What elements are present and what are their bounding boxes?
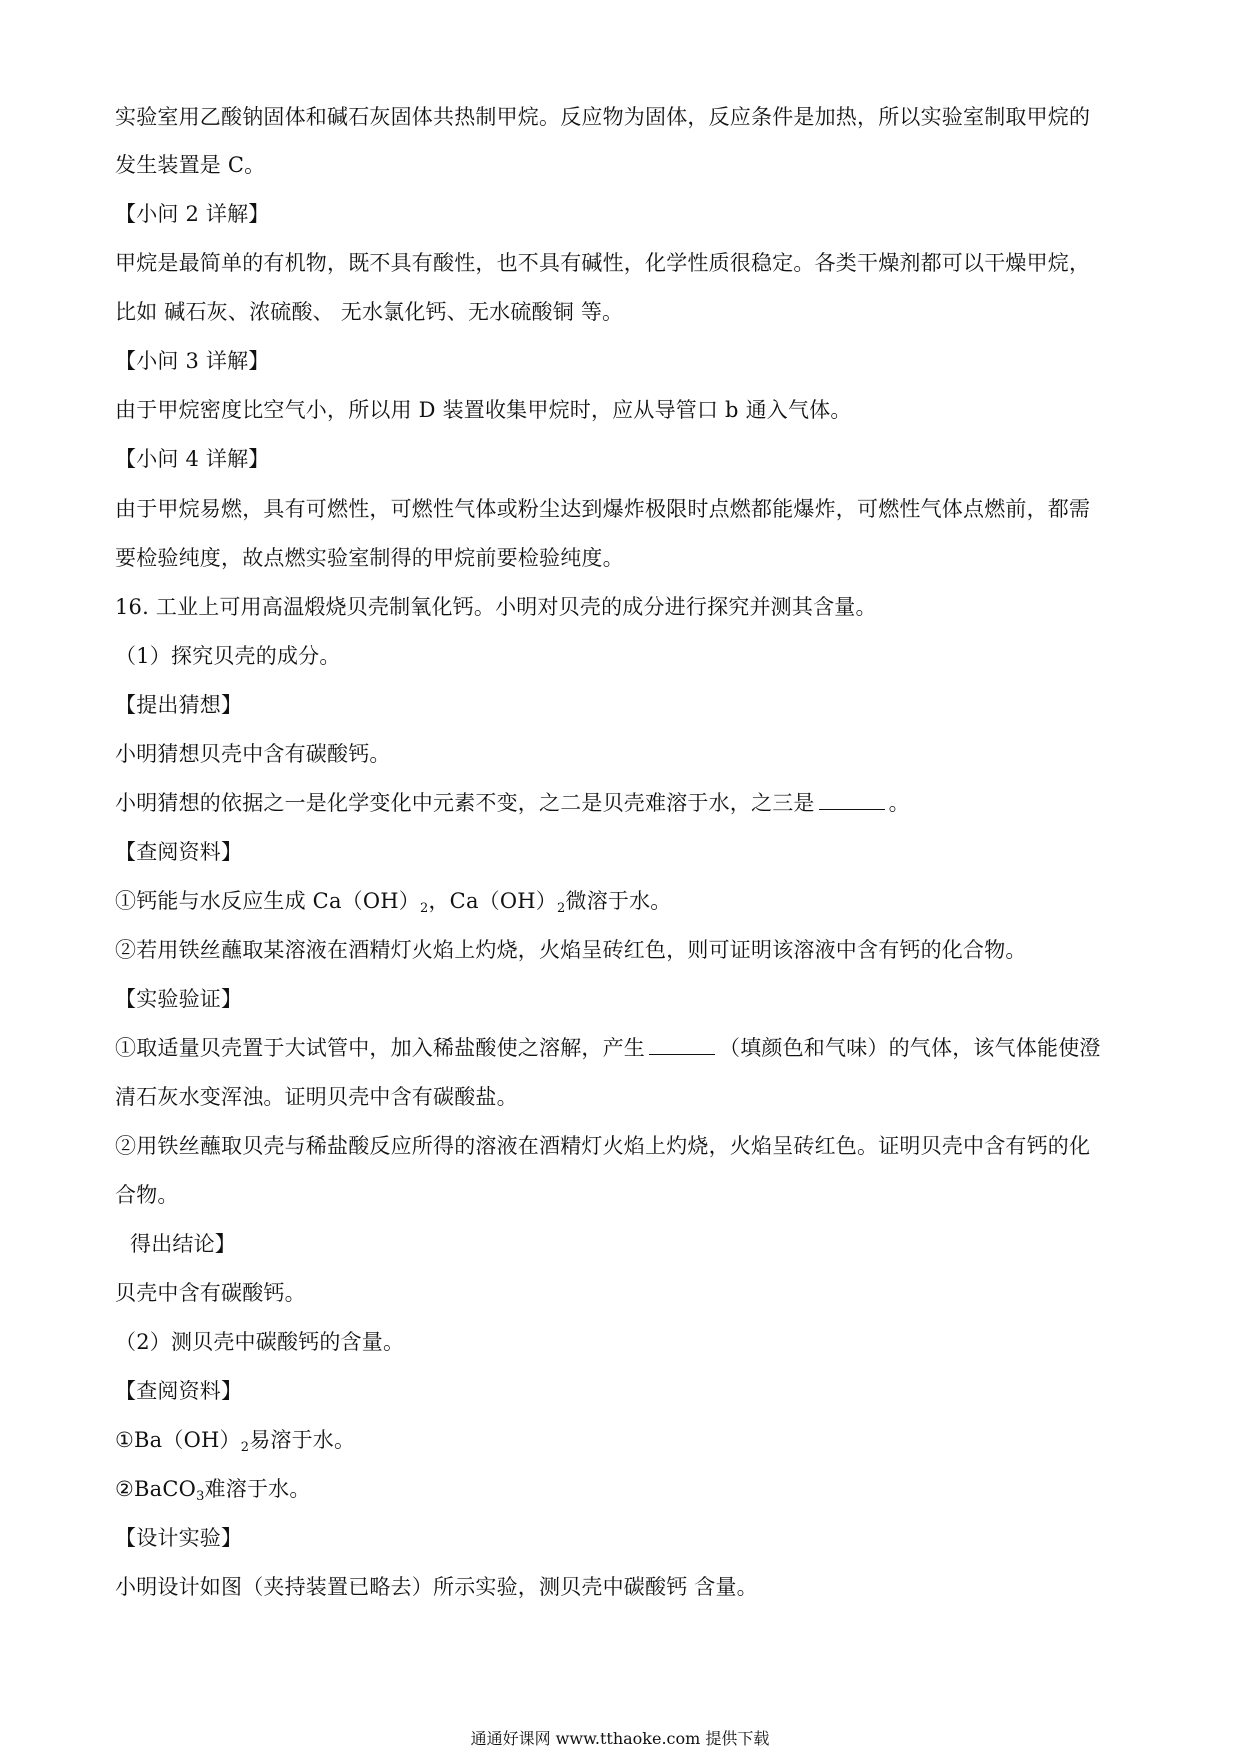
section-heading: 【查阅资料】 bbox=[115, 840, 243, 864]
text-span: ②BaCO bbox=[115, 1477, 197, 1501]
paragraph-line: 甲烷是最简单的有机物，既不具有酸性，也不具有碱性，化学性质很稳定。各类干燥剂都可以干燥甲烷， bbox=[115, 251, 1091, 275]
paragraph-line bbox=[115, 789, 910, 817]
question-title: 16. 工业上可用高温煅烧贝壳制氧化钙。小明对贝壳的成分进行探究并测其含量。 bbox=[115, 595, 877, 619]
text-span: ，Ca（OH） bbox=[428, 889, 558, 913]
paragraph-line: 小明猜想贝壳中含有碳酸钙。 bbox=[115, 742, 391, 766]
section-heading: 【小问 4 详解】 bbox=[115, 447, 270, 471]
paragraph-line: 实验室用乙酸钠固体和碱石灰固体共热制甲烷。反应物为固体，反应条件是加热，所以实验室制取甲烷的 bbox=[115, 105, 1091, 129]
paragraph-line: 贝壳中含有碳酸钙。 bbox=[115, 1281, 306, 1305]
paragraph-line: （2）测贝壳中碳酸钙的含量。 bbox=[115, 1330, 405, 1354]
paragraph-line: 由于甲烷易燃，具有可燃性，可燃性气体或粉尘达到爆炸极限时点燃都能爆炸，可燃性气体点燃前，都需 bbox=[115, 497, 1091, 521]
subscript: 3 bbox=[196, 1489, 205, 1504]
section-heading: 【实验验证】 bbox=[115, 987, 243, 1011]
page-footer: 通通好课网 www.tthaoke.com 提供下载 bbox=[470, 1729, 770, 1748]
text-span: 易溶于水。 bbox=[249, 1428, 356, 1452]
text-span: 。 bbox=[888, 791, 910, 815]
paragraph-line bbox=[115, 1426, 355, 1462]
section-heading: 【小问 2 详解】 bbox=[115, 202, 270, 226]
section-heading: 【提出猜想】 bbox=[115, 693, 243, 717]
paragraph-line: 小明设计如图（夹持装置已略去）所示实验，测贝壳中碳酸钙 含量。 bbox=[115, 1575, 758, 1599]
paragraph-line: 合物。 bbox=[115, 1183, 179, 1207]
paragraph-line: 清石灰水变浑浊。证明贝壳中含有碳酸盐。 bbox=[115, 1085, 518, 1109]
text-span: 小明猜想的依据之一是化学变化中元素不变，之二是贝壳难溶于水，之三是 bbox=[115, 791, 815, 815]
paragraph-line: ②若用铁丝蘸取某溶液在酒精灯火焰上灼烧，火焰呈砖红色，则可证明该溶液中含有钙的化合物。 bbox=[115, 938, 1027, 962]
subscript: 2 bbox=[420, 901, 429, 916]
text-span: 难溶于水。 bbox=[204, 1477, 311, 1501]
paragraph-line: 比如 碱石灰、浓硫酸、 无水氯化钙、无水硫酸铜 等。 bbox=[115, 300, 624, 324]
section-heading: 【小问 3 详解】 bbox=[115, 349, 270, 373]
subscript: 2 bbox=[240, 1440, 250, 1455]
answer-blank bbox=[819, 789, 885, 810]
text-span: 微溶于水。 bbox=[565, 889, 672, 913]
section-heading: 得出结论】 bbox=[130, 1232, 236, 1256]
text-span: （填颜色和气味）的气体，该气体能使澄 bbox=[719, 1036, 1101, 1060]
section-heading: 【设计实验】 bbox=[115, 1526, 243, 1550]
paragraph-line: （1）探究贝壳的成分。 bbox=[115, 644, 341, 668]
text-span: ①钙能与水反应生成 Ca（OH） bbox=[115, 889, 420, 913]
paragraph-line bbox=[115, 1475, 311, 1511]
paragraph-line bbox=[115, 887, 672, 923]
answer-blank bbox=[649, 1034, 715, 1055]
paragraph-line: ②用铁丝蘸取贝壳与稀盐酸反应所得的溶液在酒精灯火焰上灼烧，火焰呈砖红色。证明贝壳中含有钙的化 bbox=[115, 1134, 1091, 1158]
paragraph-line: 由于甲烷密度比空气小，所以用 D 装置收集甲烷时，应从导管口 b 通入气体。 bbox=[115, 398, 852, 422]
section-heading: 【查阅资料】 bbox=[115, 1379, 243, 1403]
paragraph-line: 要检验纯度，故点燃实验室制得的甲烷前要检验纯度。 bbox=[115, 546, 624, 570]
text-span: ①Ba（OH） bbox=[115, 1428, 241, 1452]
paragraph-line bbox=[115, 1034, 1101, 1062]
text-span: ①取适量贝壳置于大试管中，加入稀盐酸使之溶解，产生 bbox=[115, 1036, 645, 1060]
subscript: 2 bbox=[557, 901, 566, 916]
paragraph-line: 发生装置是 C。 bbox=[115, 153, 266, 177]
